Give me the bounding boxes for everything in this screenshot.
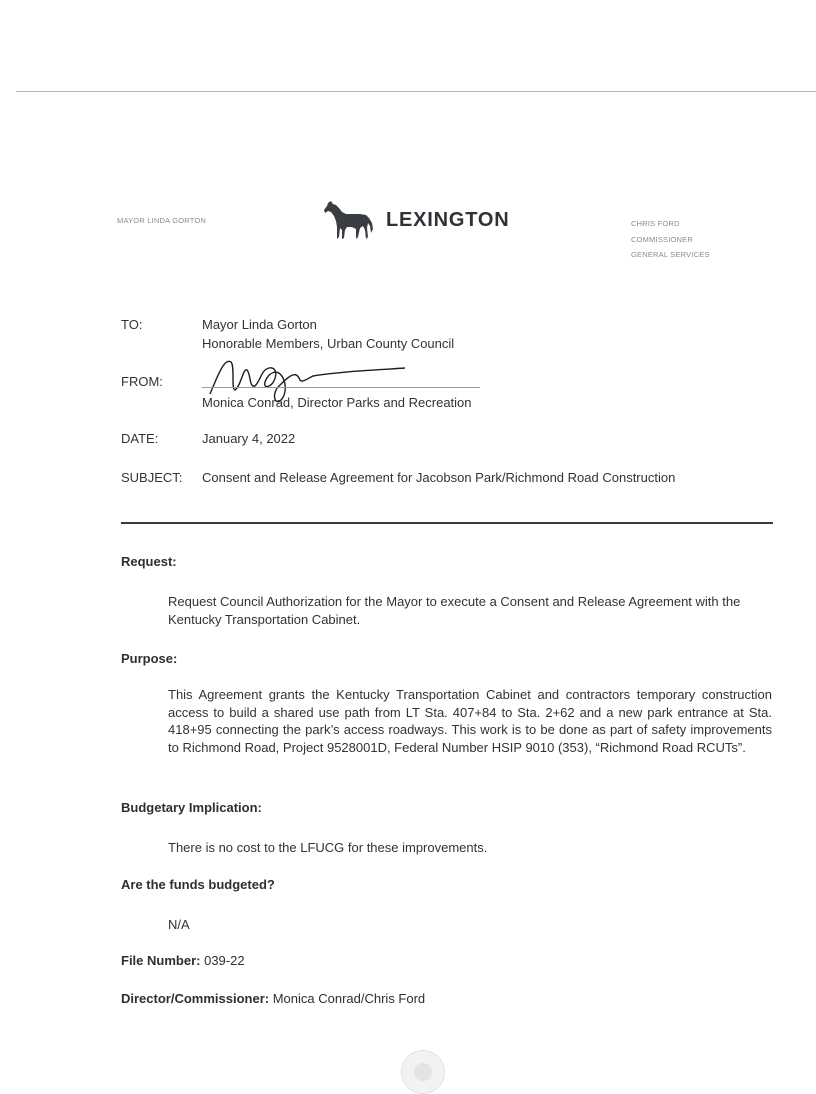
funds-heading: Are the funds budgeted?: [121, 877, 275, 892]
director-value: Monica Conrad/Chris Ford: [272, 991, 426, 1006]
letterhead-mayor-name: MAYOR LINDA GORTON: [117, 216, 207, 225]
file-number-label: File Number:: [121, 953, 201, 968]
city-seal-icon: [401, 1050, 445, 1094]
to-recipient-1: Mayor Linda Gorton: [202, 317, 317, 332]
purpose-body: This Agreement grants the Kentucky Transportation Cabinet and contractors temporary construction access to build a shared use path from LT Sta. 407+84 to Sta. 2+62 and a new park entrance at Sta. 418+95 connecting the park’s access roadways. This work is to be done as part of safety improvements to Richmond Road, Project 9528001D, Federal Number HSIP 9010 (353), “Richmond Road RCUTs”.: [168, 687, 772, 755]
director-commissioner: [121, 991, 425, 1006]
from-label: FROM:: [121, 374, 163, 389]
section-divider: [121, 522, 773, 524]
to-label: TO:: [121, 317, 143, 332]
date-value: January 4, 2022: [202, 431, 296, 446]
file-number: [121, 953, 245, 968]
commissioner-title: COMMISSIONER: [631, 234, 693, 244]
request-heading: Request:: [121, 554, 177, 569]
director-label: Director/Commissioner:: [121, 991, 270, 1006]
purpose-heading: Purpose:: [121, 651, 178, 666]
commissioner-name: CHRIS FORD: [631, 219, 680, 228]
from-sender: Monica Conrad, Director Parks and Recreation: [202, 395, 472, 410]
scan-edge-rule: [16, 91, 816, 92]
subject-label: SUBJECT:: [121, 470, 183, 485]
brand-name: LEXINGTON: [386, 208, 510, 231]
horse-icon: [322, 199, 376, 241]
budgetary-heading: Budgetary Implication:: [121, 800, 262, 815]
funds-body: N/A: [168, 917, 190, 932]
signature-line: [202, 387, 480, 388]
file-number-value: 039-22: [204, 953, 245, 968]
request-body: Request Council Authorization for the Mayor to execute a Consent and Release Agreement with the Kentucky Transportation Cabinet.: [168, 594, 741, 627]
lexington-logo: [322, 199, 510, 241]
to-recipient-2: Honorable Members, Urban County Council: [202, 336, 455, 351]
subject-value: Consent and Release Agreement for Jacobson Park/Richmond Road Construction: [202, 470, 676, 485]
letterhead-commissioner: [631, 216, 710, 263]
commissioner-department: GENERAL SERVICES: [631, 250, 710, 259]
budgetary-body: There is no cost to the LFUCG for these improvements.: [168, 840, 488, 855]
date-label: DATE:: [121, 431, 159, 446]
